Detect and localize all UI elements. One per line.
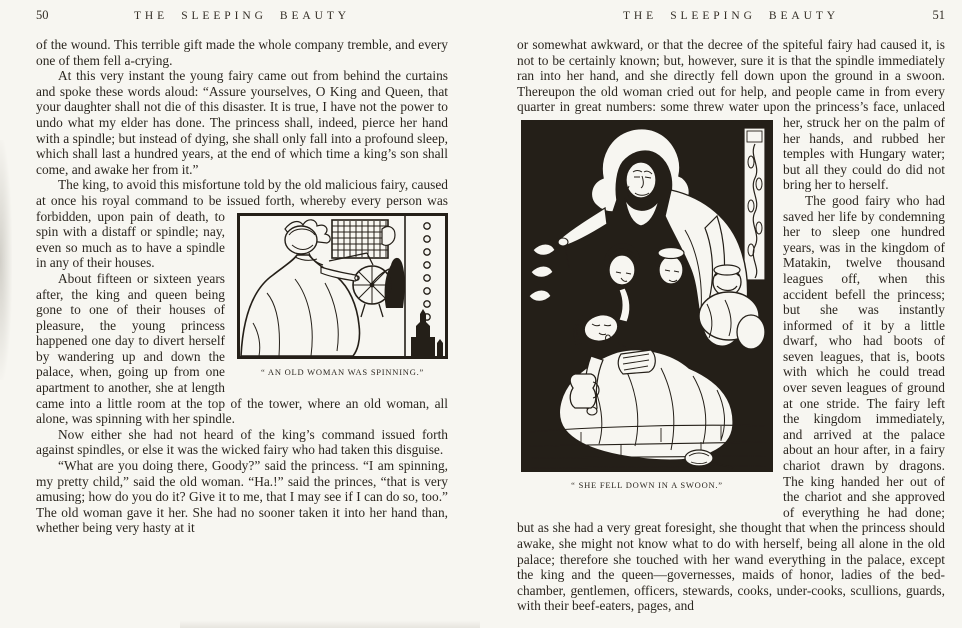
paragraph: The good fairy who had saved her life by condemning her to sleep one hundred years, was in the kingdom of Matakin, twelve thousand leagues off, when this accident befell the princess; but she was instantly informed of it by a little dwarf, who had boots of seven leagues, that is, boots with which he could tread over seven leagues of ground at one stride. The fairy left the kingdom immediately, and arrived at the palace about an hour after, in a fairy chariot drawn by dragons. The king handed her out of the chariot and she approved of everything he had done; but as she had a very great foresight, she thought that when the princess should awake, she might not know what to do with herself, being all alone in the old palace; therefore she touched with her wand everything in the palace, except the king and the queen—governesses, maids of honor, ladies of the bed-chamber, gentlemen, officers, stewards, cooks, under-cooks, scullions, guards, with their beef-eaters, pages, and (517, 192, 945, 614)
figure-swoon (521, 120, 773, 494)
left-running-head (36, 8, 448, 26)
swoon-illustration (521, 120, 773, 472)
right-page-text-block (517, 37, 945, 614)
right-running-title: THE SLEEPING BEAUTY (623, 10, 839, 22)
right-running-head (517, 8, 945, 26)
paragraph-text: person was forbidden, upon pain of death, to spin with a distaff or spindle; nay, even so much as to have a spindle in any of their houses. (36, 192, 449, 271)
water-ewer (570, 374, 599, 408)
paragraph: At this very instant the young fairy came out from behind the curtains and spoke these words aloud: “Assure yourselves, O King and Queen, that your daughter shall not die of this disaster. It is true, I have not the power to undo what my elder has done. The princess shall, indeed, pierce her hand with a spindle; but instead of dying, she shall only fall into a profound sleep, which shall last a hundred years, at the end of which time a king’s son shall come, and awake her from it.” (36, 68, 448, 177)
paragraph: Now either she had not heard of the king’s command issued forth against spindles, or else it was the wicked fairy who had taken this disguise. (36, 426, 448, 458)
page-edge-smudge (0, 140, 12, 380)
left-running-title: THE SLEEPING BEAUTY (134, 10, 350, 22)
paragraph-text: or somewhat awkward, or that the decree of the spiteful fairy had caused it, is not to be certainly known; but, however, sure it is that the spindle immediately ran into her hand, and she directly fell down upon the ground in a swoon. Thereupon the old woman cried out for help, and people came in from every quarter in great numbers: some threw water upon the princess’s face, unlaced her, struck her on the (517, 37, 945, 130)
paragraph-text: palm of her hands, and rubbed her temples with Hungary water; but all they could do did not bring her to herself. (783, 114, 946, 193)
paragraph-text: The king, to avoid this misfortune told by the old malicious fairy, caused at once his royal command to be issued forth, whereby every (36, 177, 448, 208)
old-woman-spinning-illustration (237, 213, 448, 359)
page-edge-shadow (180, 620, 480, 628)
lattice-window (332, 220, 395, 258)
paragraph: About fifteen or sixteen years after, the king and queen being gone to one of their houses of pleasure, the young princess happened one day to divert herself by wandering up and down the palace, when, going up from one apartment to another, she at length came into a little room at the top of the tower, where an old woman, all alone, was spinning with her spindle. (36, 270, 448, 427)
paragraph: of the wound. This terrible gift made the whole company tremble, and every one of them fell a-crying. (36, 37, 448, 68)
right-page (517, 8, 945, 614)
carved-pilaster (744, 128, 765, 280)
left-page-number: 50 (36, 8, 49, 22)
figure-caption: “ SHE FELL DOWN IN A SWOON.” (571, 479, 723, 490)
paragraph: “What are you doing there, Goody?” said the princess. “I am spinning, my pretty child,” said the old woman. “Ha.!” said the princes, “that is very amusing; how do you do it? Give it to me, that I may see if I can do so, too.” The old woman gave it her. She had no sooner taken it into her hand than, whether being very hasty at it (36, 458, 448, 536)
left-page (36, 8, 448, 536)
figure-caption: “ AN OLD WOMAN WAS SPINNING.” (260, 366, 425, 377)
figure-old-woman-spinning (237, 213, 448, 381)
right-page-number: 51 (932, 8, 945, 22)
left-page-text-block (36, 37, 448, 536)
